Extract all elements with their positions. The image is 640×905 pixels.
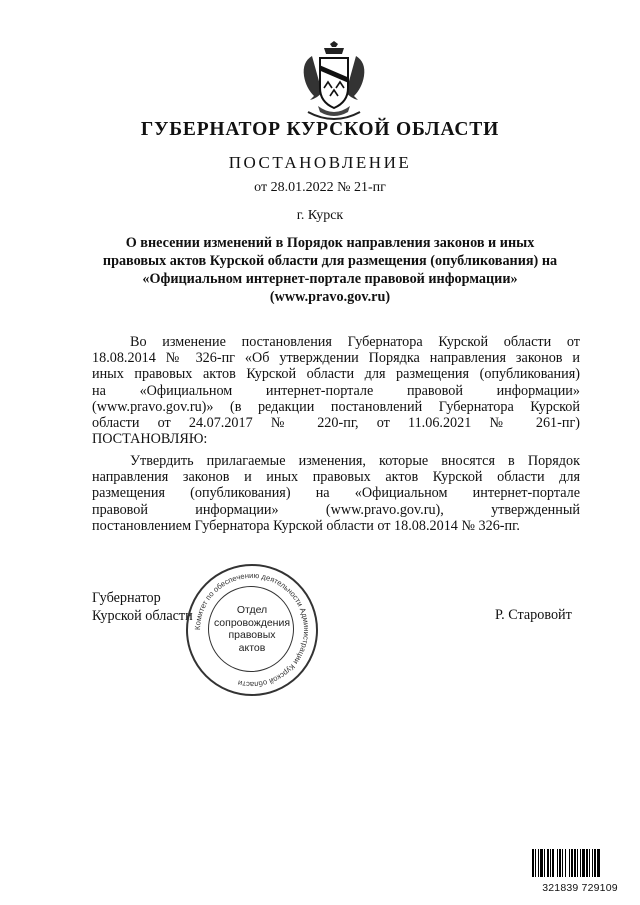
barcode-bar bbox=[552, 849, 554, 877]
barcode-bar bbox=[577, 849, 578, 877]
barcode-bar bbox=[565, 849, 566, 877]
barcode-bar bbox=[557, 849, 558, 877]
barcode-bar bbox=[586, 849, 588, 877]
stamp-center-text bbox=[208, 604, 296, 654]
document-date-number: от 28.01.2022 № 21-пг bbox=[254, 180, 386, 195]
body-line: постановлением Губернатора Курской области от 18.08.2014 № 326-пг. bbox=[92, 517, 520, 534]
stamp-ring-text: Комитет по обеспечению деятельности Администрации Курской области bbox=[192, 570, 312, 690]
barcode-bar bbox=[594, 849, 596, 877]
body-paragraph-1 bbox=[92, 334, 580, 447]
subject-line: правовых актов Курской области для размещения (опубликования) на bbox=[102, 253, 558, 269]
barcode-bar bbox=[592, 849, 593, 877]
barcode-bar bbox=[544, 849, 545, 877]
official-stamp bbox=[186, 564, 318, 696]
stamp-center-line: сопровождения bbox=[213, 616, 291, 629]
coat-of-arms-icon bbox=[298, 40, 370, 124]
subject-line: «Официальном интернет-портале правовой информации» bbox=[142, 271, 518, 287]
body-line: иных правовых актов Курской области для размещения (опубликования) bbox=[92, 366, 580, 383]
body-line: Утвердить прилагаемые изменения, которые вносятся в Порядок bbox=[130, 453, 580, 469]
barcode-bar bbox=[550, 849, 551, 877]
barcode-bar bbox=[589, 849, 590, 877]
barcode-bar bbox=[538, 849, 539, 877]
barcode-bar bbox=[582, 849, 585, 877]
signatory-position bbox=[92, 589, 193, 625]
barcode-bar bbox=[540, 849, 543, 877]
barcode-number: 321839 729109 bbox=[542, 882, 618, 894]
barcode-bar bbox=[532, 849, 534, 877]
barcode-bar bbox=[535, 849, 536, 877]
document-subject bbox=[95, 234, 565, 306]
governor-heading: ГУБЕРНАТОР КУРСКОЙ ОБЛАСТИ bbox=[140, 119, 500, 140]
stamp-center-line: актов bbox=[238, 641, 266, 654]
barcode-bar bbox=[562, 849, 563, 877]
document-city: г. Курск bbox=[296, 208, 344, 223]
barcode-bars bbox=[532, 849, 628, 877]
body-line: (www.pravo.gov.ru)» (в редакции постановлений Губернатора Курской bbox=[92, 398, 580, 415]
barcode-bar bbox=[559, 849, 561, 877]
body-line: правовой информации» (www.pravo.gov.ru), утвержденный bbox=[92, 501, 580, 518]
barcode bbox=[532, 849, 628, 894]
barcode-bar bbox=[571, 849, 573, 877]
signatory-name: Р. Старовойт bbox=[495, 607, 572, 623]
stamp-center-line: правовых bbox=[228, 629, 276, 641]
body-line: 18.08.2014 № 326-пг «Об утверждении Порядка направления законов и bbox=[92, 350, 580, 367]
barcode-bar bbox=[597, 849, 600, 877]
body-paragraph-2 bbox=[92, 453, 580, 534]
signatory-position-line: Губернатор bbox=[92, 590, 161, 606]
signatory-position-line: Курской области bbox=[92, 608, 193, 624]
subject-line: О внесении изменений в Порядок направления законов и иных bbox=[125, 235, 535, 251]
barcode-bar bbox=[574, 849, 576, 877]
body-line: ПОСТАНОВЛЯЮ: bbox=[92, 431, 208, 448]
stamp-center-line: Отдел bbox=[236, 604, 268, 616]
barcode-bar bbox=[580, 849, 581, 877]
barcode-bar bbox=[547, 849, 549, 877]
body-line: области от 24.07.2017 № 220-пг, от 11.06.2021 № 261-пг) bbox=[92, 414, 580, 431]
body-line: направления законов и иных правовых актов Курской области для bbox=[92, 469, 580, 486]
body-line: на «Официальном интернет-портале правовой информации» bbox=[92, 382, 580, 399]
body-line: Во изменение постановления Губернатора Курской области от bbox=[130, 334, 580, 350]
barcode-bar bbox=[569, 849, 570, 877]
subject-line: (www.pravo.gov.ru) bbox=[269, 289, 391, 305]
body-line: размещения (опубликования) на «Официальном интернет-портале bbox=[92, 485, 580, 502]
document-type: ПОСТАНОВЛЕНИЕ bbox=[228, 153, 412, 172]
